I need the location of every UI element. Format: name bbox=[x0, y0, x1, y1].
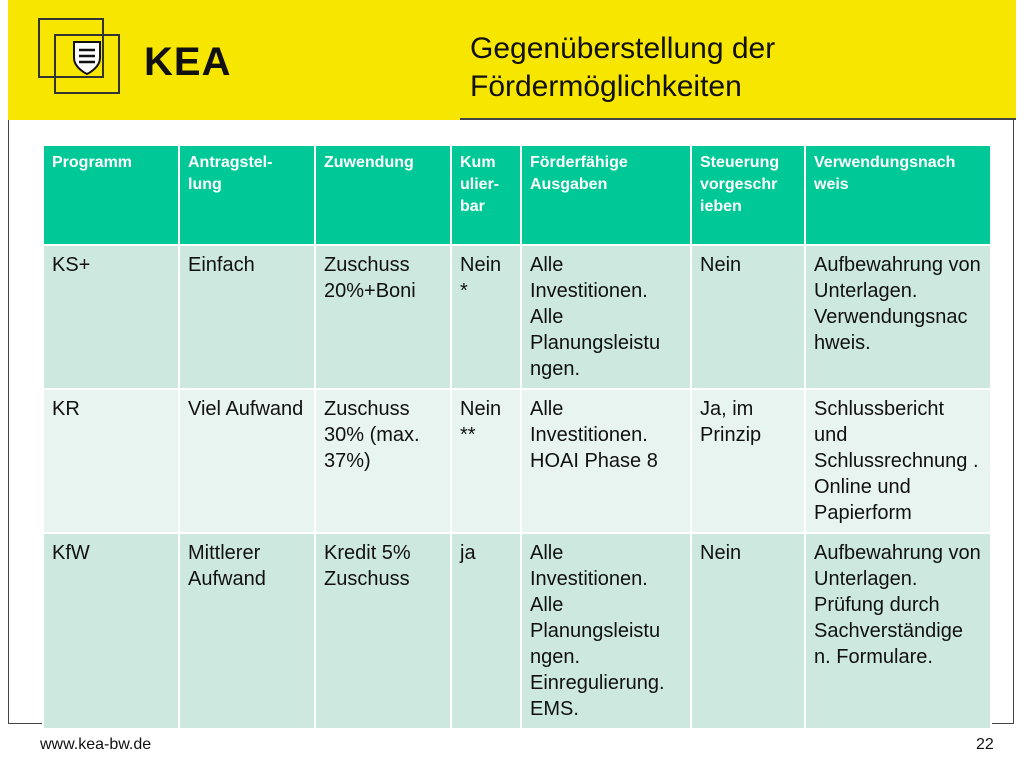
col-header-antragstellung: Antragstel-lung bbox=[179, 145, 315, 245]
table-cell: Kredit 5% Zuschuss bbox=[315, 533, 451, 729]
table-row bbox=[43, 245, 991, 389]
table-row bbox=[43, 389, 991, 533]
col-header-kumulierbar: Kum ulier-bar bbox=[451, 145, 521, 245]
col-header-ausgaben: Förderfähige Ausgaben bbox=[521, 145, 691, 245]
table-cell: Alle Investitionen. HOAI Phase 8 bbox=[521, 389, 691, 533]
table-cell: Mittlerer Aufwand bbox=[179, 533, 315, 729]
table-cell: Schlussbericht und Schlussrechnung . Online und Papierform bbox=[805, 389, 991, 533]
table-cell: Alle Investitionen. Alle Planungsleistu ngen. bbox=[521, 245, 691, 389]
table-cell: Einfach bbox=[179, 245, 315, 389]
table-cell: Nein bbox=[691, 533, 805, 729]
table-cell: KR bbox=[43, 389, 179, 533]
col-header-zuwendung: Zuwendung bbox=[315, 145, 451, 245]
comparison-table bbox=[42, 144, 992, 730]
table-cell: KfW bbox=[43, 533, 179, 729]
col-header-programm: Programm bbox=[43, 145, 179, 245]
table-cell: ja bbox=[451, 533, 521, 729]
table-cell: Zuschuss 20%+Boni bbox=[315, 245, 451, 389]
coat-of-arms-icon bbox=[72, 40, 102, 76]
col-header-verwendungsnachweis: Verwendungsnach weis bbox=[805, 145, 991, 245]
col-header-steuerung: Steuerung vorgeschr ieben bbox=[691, 145, 805, 245]
table-cell: Nein bbox=[691, 245, 805, 389]
title-line-1: Gegenüberstellung der bbox=[470, 32, 776, 65]
table-cell: Aufbewahrung von Unterlagen. Verwendungsnac hweis. bbox=[805, 245, 991, 389]
table-cell: Aufbewahrung von Unterlagen. Prüfung durch Sachverständige n. Formulare. bbox=[805, 533, 991, 729]
page-title bbox=[470, 30, 990, 106]
slide-header bbox=[8, 0, 1016, 120]
table-cell: KS+ bbox=[43, 245, 179, 389]
table-cell: Alle Investitionen. Alle Planungsleistu ngen. Einregulierung. EMS. bbox=[521, 533, 691, 729]
page-number: 22 bbox=[976, 736, 994, 753]
footer-url[interactable]: www.kea-bw.de bbox=[40, 736, 152, 753]
table-cell: Nein * bbox=[451, 245, 521, 389]
table-row bbox=[43, 533, 991, 729]
table-cell: Ja, im Prinzip bbox=[691, 389, 805, 533]
table-cell: Nein ** bbox=[451, 389, 521, 533]
table-header-row bbox=[43, 145, 991, 245]
table-cell: Viel Aufwand bbox=[179, 389, 315, 533]
title-line-2: Fördermöglichkeiten bbox=[470, 70, 742, 103]
table-cell: Zuschuss 30% (max. 37%) bbox=[315, 389, 451, 533]
brand-logo-text: KEA bbox=[144, 40, 232, 84]
